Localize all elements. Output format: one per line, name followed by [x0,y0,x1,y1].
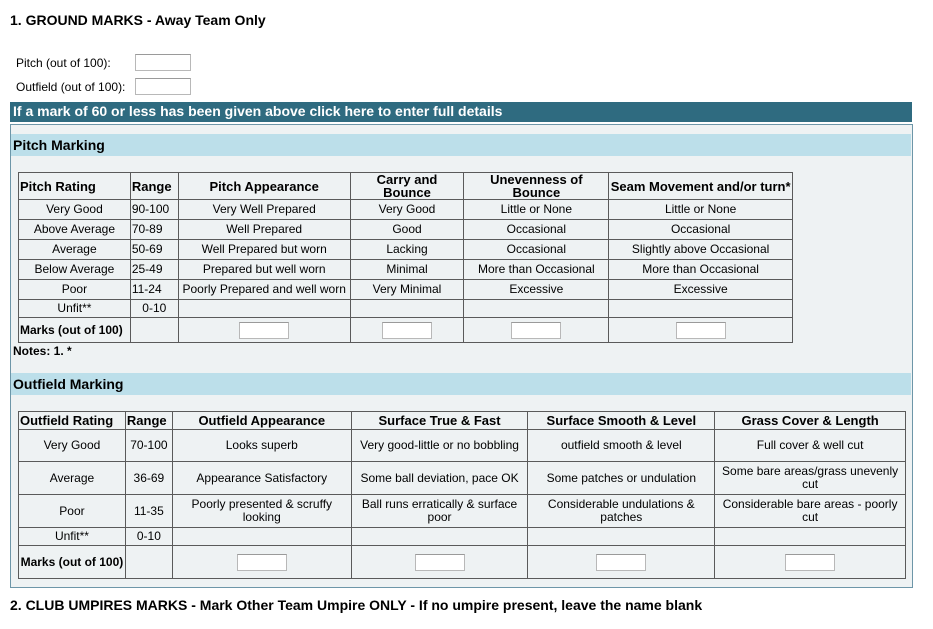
grass-cover-length-mark-input[interactable] [785,554,835,571]
column-header: Pitch Appearance [178,173,350,200]
table-cell: Excessive [609,280,793,300]
table-cell [609,300,793,318]
table-header-row [19,412,906,430]
marks-label: Marks (out of 100) [19,546,126,579]
pitch-mark-label: Pitch (out of 100): [16,56,111,70]
surface-true-fast-mark-input[interactable] [415,554,465,571]
table-row [19,495,906,528]
table-cell: Occasional [464,240,609,260]
table-cell: 11-35 [125,495,172,528]
table-cell: Excessive [464,280,609,300]
table-cell: 70-89 [130,220,178,240]
table-cell [350,300,464,318]
table-cell: Very Well Prepared [178,200,350,220]
table-cell: More than Occasional [609,260,793,280]
umpires-marks-title: 2. CLUB UMPIRES MARKS - Mark Other Team Umpire ONLY - If no umpire present, leave the name blank [10,597,703,613]
table-cell [125,546,172,579]
table-row [19,430,906,462]
marks-label: Marks (out of 100) [19,318,131,343]
table-cell: 90-100 [130,200,178,220]
table-cell [130,318,178,343]
table-cell: Slightly above Occasional [609,240,793,260]
table-cell: Some patches or undulation [528,462,715,495]
column-header: Unevenness of Bounce [464,173,609,200]
table-cell: 25-49 [130,260,178,280]
table-row [19,240,793,260]
pitch-marking-heading: Pitch Marking [11,134,911,156]
unevenness-mark-input[interactable] [511,322,561,339]
column-header: Outfield Rating [19,412,126,430]
table-cell [351,528,528,546]
table-row [19,200,793,220]
table-cell: Full cover & well cut [715,430,906,462]
table-cell: Considerable undulations & patches [528,495,715,528]
table-cell: Very good-little or no bobbling [351,430,528,462]
table-cell: 0-10 [130,300,178,318]
table-cell: 70-100 [125,430,172,462]
table-cell: Looks superb [172,430,351,462]
table-cell: Some bare areas/grass unevenly cut [715,462,906,495]
table-cell [715,528,906,546]
table-row [19,280,793,300]
table-cell: outfield smooth & level [528,430,715,462]
table-cell: Some ball deviation, pace OK [351,462,528,495]
table-cell: Below Average [19,260,131,280]
table-cell: Poor [19,495,126,528]
table-header-row [19,173,793,200]
table-cell: Well Prepared [178,220,350,240]
table-cell: Very Good [19,430,126,462]
column-header: Surface True & Fast [351,412,528,430]
outfield-appearance-mark-input[interactable] [237,554,287,571]
table-cell: Above Average [19,220,131,240]
column-header: Pitch Rating [19,173,131,200]
table-cell: More than Occasional [464,260,609,280]
table-cell [464,300,609,318]
table-cell [528,528,715,546]
ground-marks-title: 1. GROUND MARKS - Away Team Only [10,12,266,28]
surface-smooth-level-mark-input[interactable] [596,554,646,571]
table-cell: Appearance Satisfactory [172,462,351,495]
table-cell: 0-10 [125,528,172,546]
outfield-mark-input[interactable] [135,78,191,95]
column-header: Grass Cover & Length [715,412,906,430]
table-cell: Occasional [609,220,793,240]
table-cell: Very Minimal [350,280,464,300]
table-cell: Poorly presented & scruffy looking [172,495,351,528]
table-cell: 50-69 [130,240,178,260]
table-cell: Prepared but well worn [178,260,350,280]
table-cell: Considerable bare areas - poorly cut [715,495,906,528]
table-cell: Little or None [464,200,609,220]
table-row [19,220,793,240]
table-cell: Occasional [464,220,609,240]
pitch-appearance-mark-input[interactable] [239,322,289,339]
table-cell: Lacking [350,240,464,260]
column-header: Carry and Bounce [350,173,464,200]
table-cell: Unfit** [19,528,126,546]
table-cell: Unfit** [19,300,131,318]
enter-full-details-link[interactable]: If a mark of 60 or less has been given above click here to enter full details [10,102,912,122]
pitch-mark-input[interactable] [135,54,191,71]
table-row [19,462,906,495]
table-cell [178,300,350,318]
table-cell: Minimal [350,260,464,280]
carry-bounce-mark-input[interactable] [382,322,432,339]
pitch-marking-table [18,172,793,343]
table-cell: Good [350,220,464,240]
table-cell: Average [19,462,126,495]
marks-row [19,318,793,343]
column-header: Outfield Appearance [172,412,351,430]
table-cell: 11-24 [130,280,178,300]
outfield-marking-table [18,411,906,579]
marks-row [19,546,906,579]
table-cell: Very Good [19,200,131,220]
table-cell [172,528,351,546]
table-cell: Well Prepared but worn [178,240,350,260]
column-header: Range [130,173,178,200]
seam-movement-mark-input[interactable] [676,322,726,339]
table-cell: Ball runs erratically & surface poor [351,495,528,528]
table-cell: Very Good [350,200,464,220]
outfield-marking-heading: Outfield Marking [11,373,911,395]
column-header: Range [125,412,172,430]
table-row [19,260,793,280]
table-row [19,528,906,546]
column-header: Surface Smooth & Level [528,412,715,430]
table-cell: Poor [19,280,131,300]
column-header: Seam Movement and/or turn* [609,173,793,200]
table-cell: Poorly Prepared and well worn [178,280,350,300]
outfield-mark-label: Outfield (out of 100): [16,80,126,94]
table-cell: Average [19,240,131,260]
pitch-notes: Notes: 1. * [13,344,72,358]
table-row [19,300,793,318]
table-cell: Little or None [609,200,793,220]
table-cell: 36-69 [125,462,172,495]
